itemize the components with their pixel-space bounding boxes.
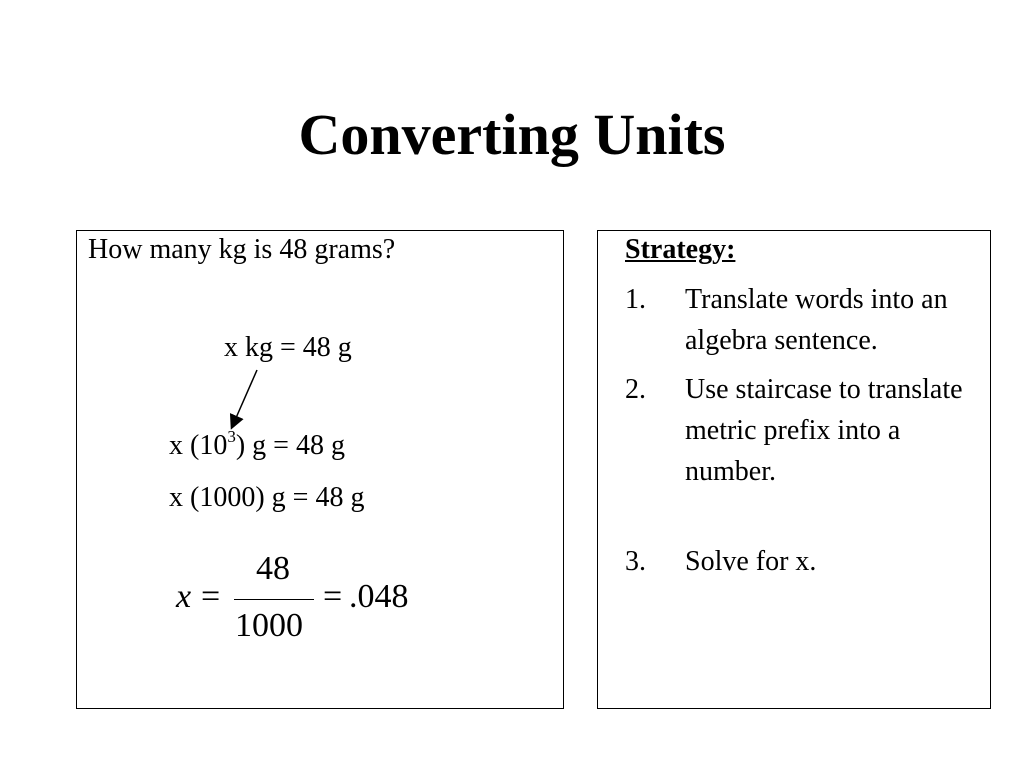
step-3-number: 3. bbox=[625, 546, 646, 577]
fraction-denominator: 1000 bbox=[235, 607, 303, 644]
problem-panel bbox=[76, 230, 564, 709]
strategy-panel bbox=[597, 230, 991, 709]
equation-power-suffix: ) g = 48 g bbox=[235, 430, 345, 461]
fraction-equals-right: = bbox=[323, 578, 343, 615]
arrow-icon bbox=[77, 231, 565, 710]
step-2-number: 2. bbox=[625, 374, 646, 405]
step-1-text: Translate words into an algebra sentence. bbox=[685, 284, 948, 356]
equation-power bbox=[169, 426, 345, 463]
question-text: How many kg is 48 grams? bbox=[88, 234, 396, 265]
equation-thousand: x (1000) g = 48 g bbox=[169, 482, 365, 513]
equation-power-exponent: 3 bbox=[227, 426, 236, 446]
strategy-heading: Strategy: bbox=[625, 234, 736, 265]
fraction-equals-left: = bbox=[201, 578, 221, 615]
fraction-variable: x bbox=[176, 578, 192, 615]
fraction-bar bbox=[234, 599, 314, 600]
fraction-numerator: 48 bbox=[256, 550, 290, 587]
step-3-text: Solve for x. bbox=[685, 546, 817, 577]
equation-power-prefix: x (10 bbox=[169, 430, 228, 461]
step-2-text: Use staircase to translate metric prefix into a number. bbox=[685, 374, 963, 487]
fraction-result: .048 bbox=[349, 578, 409, 615]
slide-title: Converting Units bbox=[298, 102, 726, 167]
equation-kg: x kg = 48 g bbox=[224, 332, 352, 363]
step-1-number: 1. bbox=[625, 284, 646, 315]
